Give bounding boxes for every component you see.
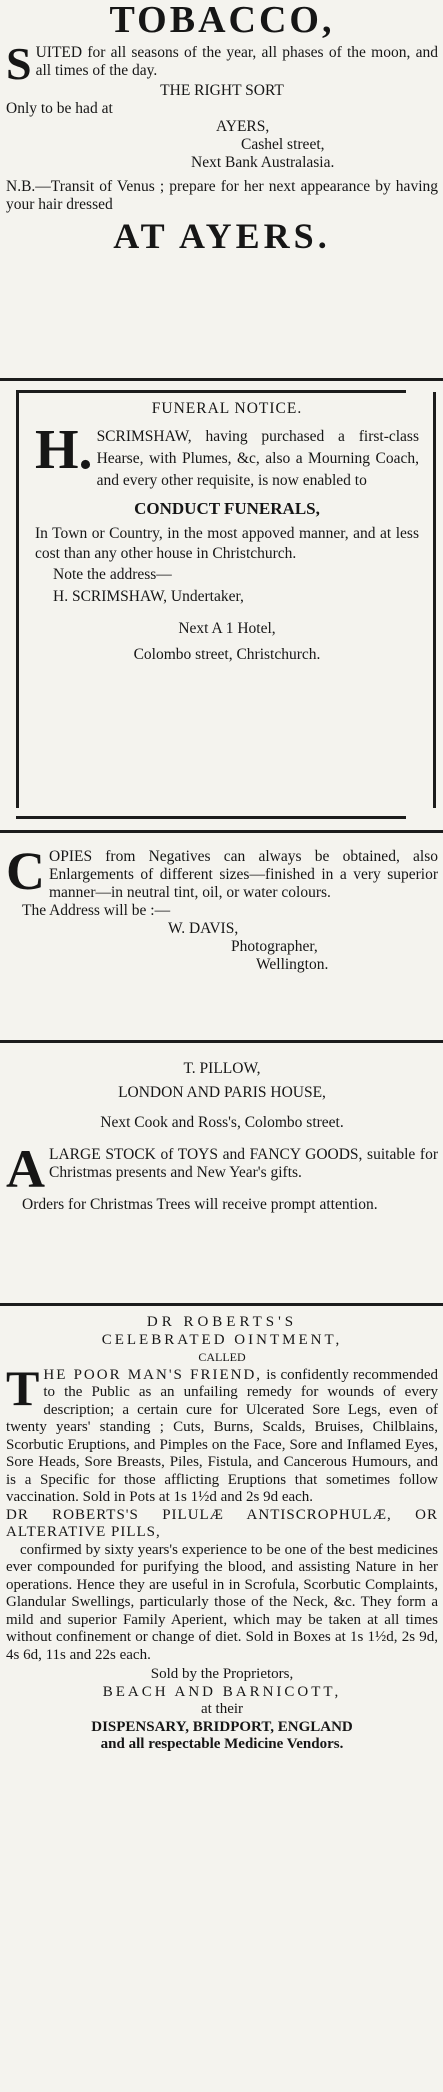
tobacco-name: AYERS, [216, 118, 270, 135]
copies-ad [6, 841, 438, 974]
tobacco-body: UITED for all seasons of the year, all phases of the moon, and all times of the day. [35, 44, 438, 79]
roberts-drop-cap: T [6, 1359, 40, 1416]
copies-address: The Address will be :— [22, 902, 171, 919]
divider [0, 1040, 443, 1043]
divider [16, 390, 406, 393]
funeral-body2: In Town or Country, in the most appoved manner, and at less cost than any other house in Christchurch. [35, 525, 419, 562]
tobacco-street: Cashel street, [241, 136, 325, 153]
funeral-ad-box [16, 392, 436, 808]
copies-body: OPIES from Negatives can always be obtained, also Enlargements of different sizes—finished in a very superior manner—in neutral tint, oil, or water colours. [49, 848, 438, 901]
tobacco-next: Next Bank Australasia. [191, 154, 335, 171]
divider [16, 816, 406, 819]
copies-drop-cap: C [6, 841, 45, 901]
tobacco-right-sort: THE RIGHT SORT [160, 82, 284, 99]
pillow-drop-cap: A [6, 1139, 45, 1199]
funeral-title: FUNERAL NOTICE. [151, 400, 303, 417]
roberts-title2: CELEBRATED OINTMENT, [101, 1331, 343, 1348]
funeral-conduct: CONDUCT FUNERALS, [134, 499, 320, 518]
pillow-house: LONDON AND PARIS HOUSE, [118, 1084, 326, 1101]
tobacco-ad [6, 0, 438, 256]
pillow-body: LARGE STOCK of TOYS and FANCY GOODS, suitable for Christmas presents and New Year's gifts. [49, 1146, 438, 1181]
tobacco-nb: N.B.—Transit of Venus ; prepare for her next appearance by having your hair dressed [6, 178, 438, 213]
funeral-drop-cap: H. [35, 419, 93, 481]
pillow-ad [6, 1060, 438, 1214]
copies-title: Photographer, [231, 938, 318, 955]
funeral-next: Next A 1 Hotel, [178, 620, 276, 637]
funeral-body: SCRIMSHAW, having purchased a first-class Hearse, with Plumes, &c, also a Mourning Coach, and every other requisite, is now enabled to [96, 428, 419, 489]
pillow-street: Next Cook and Ross's, Colombo street. [100, 1114, 344, 1131]
funeral-street: Colombo street, Christchurch. [133, 646, 321, 663]
roberts-head: HE POOR MAN'S FRIEND, [43, 1366, 263, 1383]
tobacco-at-ayers: AT AYERS. [113, 216, 331, 256]
roberts-vendors: and all respectable Medicine Vendors. [100, 1736, 344, 1752]
roberts-dispensary: DISPENSARY, BRIDPORT, ENGLAND [91, 1718, 353, 1735]
funeral-note: Note the address— [53, 566, 172, 583]
tobacco-title: TOBACCO, [109, 0, 335, 41]
pillow-orders: Orders for Christmas Trees will receive prompt attention. [22, 1196, 378, 1213]
tobacco-drop-cap: S [6, 38, 32, 89]
divider [0, 830, 443, 833]
roberts-ad [6, 1314, 438, 1754]
funeral-name: H. SCRIMSHAW, Undertaker, [53, 588, 244, 605]
roberts-pills-head: DR ROBERTS'S PILULÆ ANTISCROPHULÆ, OR ALTERATIVE PILLS, [6, 1506, 438, 1540]
roberts-called: CALLED [198, 1350, 246, 1364]
roberts-body: is confidently recommended to the Public as an unfailing remedy for wounds of every description; a certain cure for Ulcerated Sore Legs, even of twenty years' standing ; Cuts, Burns, Scalds, Bruises, Chilblains, Scorbutic Eruptions, and Pimples on the Face, Sore and Inflamed Eyes, Sore Heads, Sore Breasts, Piles, Fistula, and Cancerous Humours, and is a Specific for those afflicting Eruptions that sometimes follow vaccination. Sold in Pots at 1s 1½d and 2s 9d each. [6, 1366, 439, 1505]
roberts-at: at their [200, 1701, 244, 1717]
pillow-name: T. PILLOW, [183, 1060, 261, 1077]
tobacco-only: Only to be had at [6, 100, 113, 117]
roberts-props: BEACH AND BARNICOTT, [102, 1683, 342, 1700]
copies-city: Wellington. [256, 956, 329, 973]
copies-name: W. DAVIS, [168, 920, 239, 937]
divider [0, 378, 443, 381]
roberts-title1: DR ROBERTS'S [146, 1314, 298, 1330]
divider [0, 1303, 443, 1306]
roberts-sold: Sold by the Proprietors, [150, 1666, 294, 1682]
roberts-pills-body: confirmed by sixty years's experience to be one of the best medicines ever compounded for purifying the blood, and assisting Nature in her operations. Hence they are useful in in Scrofula, Scorbutic Complaints, Glandular Swellings, particularly those of the Neck, &c. They form a mild and superior Family Aperient, which may be taken at all times without confinement or change of diet. Sold in Boxes at 1s 1½d, 2s 9d, 4s 6d, 11s and 22s each. [6, 1541, 438, 1663]
